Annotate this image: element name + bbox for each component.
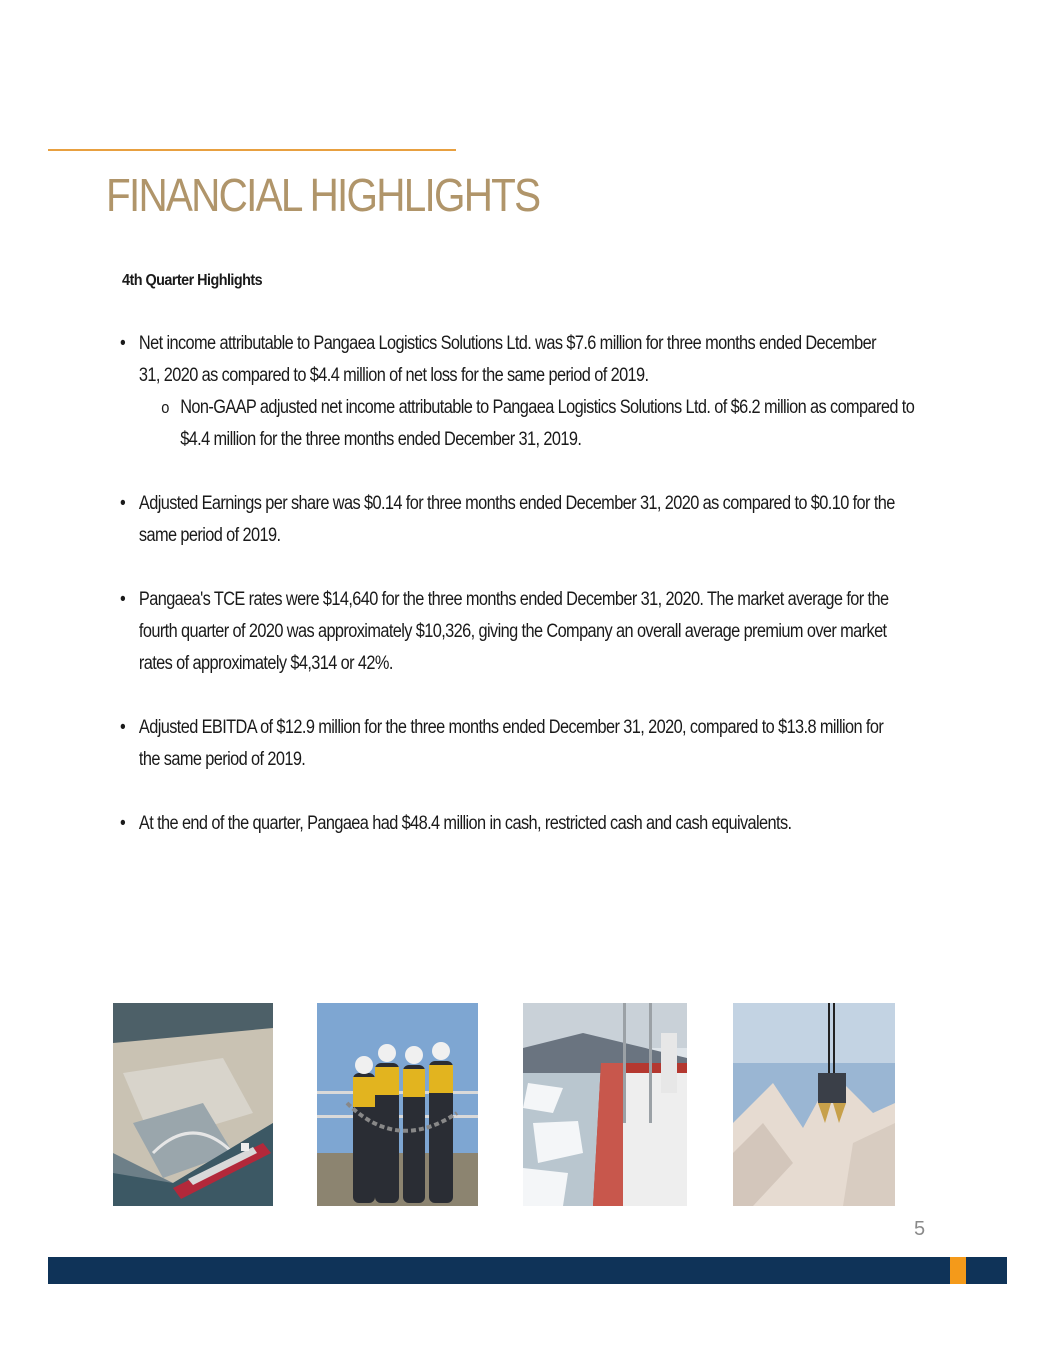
port-aerial-photo bbox=[113, 1003, 273, 1206]
salt-pile-photo bbox=[733, 1003, 895, 1206]
highlights-list bbox=[120, 328, 920, 840]
footer-bar bbox=[48, 1257, 1007, 1284]
bullet-text: Net income attributable to Pangaea Logistics Solutions Ltd. was $7.6 million for three months ended December 31, 2020 as compared to $4.4 million of net loss for the same period of 2019. bbox=[138, 333, 876, 386]
bullet-glyph: • bbox=[120, 717, 126, 738]
bullet-text: Adjusted Earnings per share was $0.14 for three months ended December 31, 2020 as compared to $0.10 for the same period of 2019. bbox=[138, 493, 895, 546]
bullet-text: At the end of the quarter, Pangaea had $48.4 million in cash, restricted cash and cash equivalents. bbox=[138, 813, 792, 834]
sub-bullet-text: Non-GAAP adjusted net income attributable to Pangaea Logistics Solutions Ltd. of $6.2 million as compared to $4.4 million for the three months ended December 31, 2019. bbox=[180, 397, 915, 450]
bullet-text: Pangaea's TCE rates were $14,640 for the three months ended December 31, 2020. The market average for the fourth quarter of 2020 was approximately $10,326, giving the Company an overall average premium over market rates of approximately $4,314 or 42%. bbox=[138, 589, 889, 674]
sub-bullet-glyph: o bbox=[161, 398, 169, 417]
crew-photo bbox=[317, 1003, 478, 1206]
section-subheading: 4th Quarter Highlights bbox=[122, 272, 263, 289]
bullet-text: Adjusted EBITDA of $12.9 million for the three months ended December 31, 2020, compared to $13.8 million for the same period of 2019. bbox=[138, 717, 884, 770]
bullet-glyph: • bbox=[120, 589, 126, 610]
bullet-glyph: • bbox=[120, 813, 126, 834]
ship-in-ice-photo bbox=[523, 1003, 687, 1206]
footer-accent bbox=[950, 1257, 966, 1284]
page-title: FINANCIAL HIGHLIGHTS bbox=[106, 169, 540, 221]
bullet-item bbox=[120, 328, 896, 392]
bullet-item bbox=[120, 488, 896, 552]
bullet-glyph: • bbox=[120, 493, 126, 514]
title-rule bbox=[48, 149, 456, 151]
bullet-item bbox=[120, 712, 896, 776]
bullet-item bbox=[120, 808, 896, 840]
sub-bullet-item bbox=[120, 392, 937, 456]
bullet-item bbox=[120, 584, 896, 680]
bullet-glyph: • bbox=[120, 333, 126, 354]
page-number: 5 bbox=[914, 1218, 926, 1240]
